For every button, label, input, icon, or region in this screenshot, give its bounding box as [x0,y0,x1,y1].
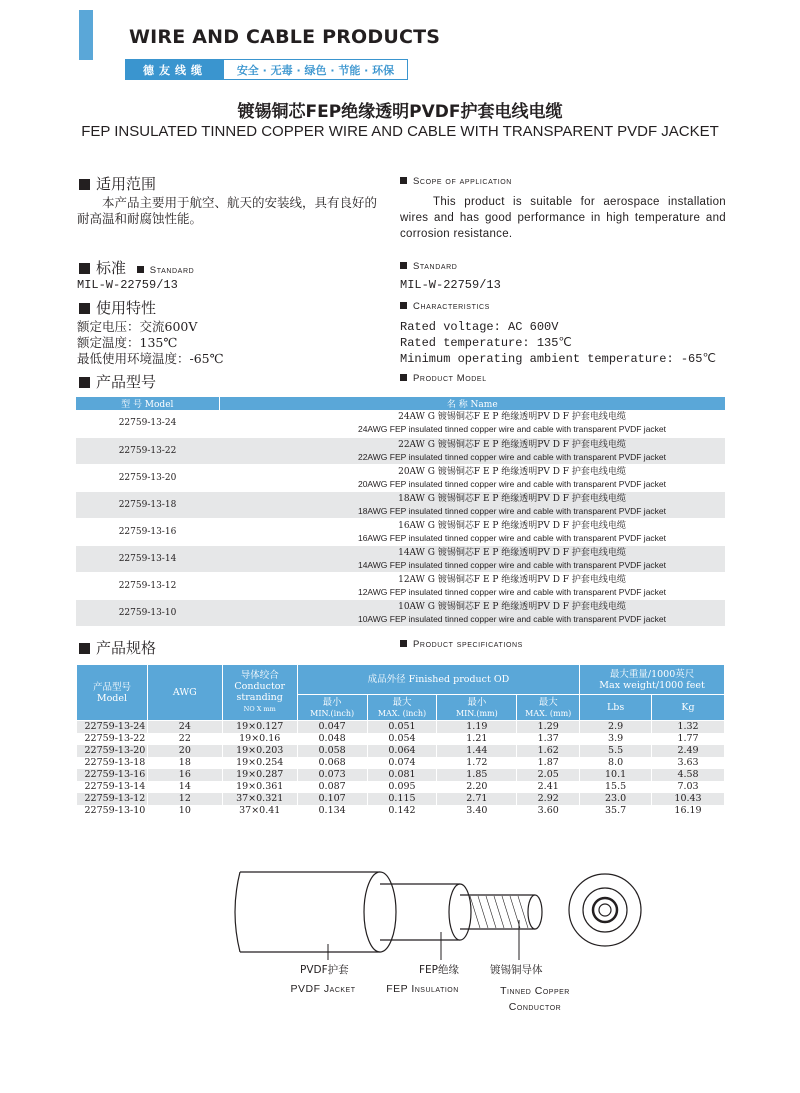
model-cell: 22759-13-20 [118,472,177,483]
spec-header-kg: Kg [652,695,725,721]
standard-heading-cn: 标准 Standard [79,257,194,278]
spec-cell: 1.32 [652,721,725,734]
name-cell: 16AW G 镀锡铜芯F E P 绝缘透明PV D F 护套电线电缆 16AWG FEP insulated tinned copper wire and cable with transparent PVDF jacket [357,520,667,543]
name-column-header: 名 称 Name [219,397,725,410]
table-row [77,793,725,805]
table-row [76,410,725,437]
spec-cell: 0.087 [297,781,367,793]
spec-cell: 20 [147,745,222,757]
table-row [77,721,725,734]
spec-cell: 1.72 [437,757,517,769]
spec-cell: 8.0 [580,757,652,769]
spec-cell: 2.9 [580,721,652,734]
jacket-label-en: PVDF Jacket [290,983,356,995]
spec-cell: 0.054 [367,733,437,745]
spec-header-model: 产品型号 Model [77,665,148,721]
spec-heading-en: Product specifications [400,639,523,650]
model-cell: 22759-13-14 [76,545,219,572]
bullet-square-icon [79,303,90,314]
spec-cell: 16 [147,769,222,781]
bullet-square-icon [79,643,90,654]
insulation-label-en: FEP Insulation [386,983,459,995]
table-row [76,464,725,491]
table-row [77,805,725,817]
name-cell: 24AW G 镀锡铜芯F E P 绝缘透明PV D F 护套电线电缆 24AWG FEP insulated tinned copper wire and cable with transparent PVDF jacket [357,412,667,435]
spec-cell: 22759-13-22 [77,733,148,745]
characteristic-line-en: Minimum operating ambient temperature: -65℃ [400,352,716,366]
spec-cell: 22759-13-12 [77,793,148,805]
brand-name: 德友线缆 [126,60,224,79]
spec-cell: 0.115 [367,793,437,805]
table-row [77,769,725,781]
spec-cell: 1.62 [517,745,580,757]
name-cell: 20AW G 镀锡铜芯F E P 绝缘透明PV D F 护套电线电缆 20AWG FEP insulated tinned copper wire and cable with transparent PVDF jacket [357,466,667,489]
spec-cell: 0.047 [297,721,367,734]
characteristic-line: 额定电压：交流600V [77,319,198,334]
scope-text-en: This product is suitable for aerospace installation wires and has good performance in high temperature and corrosion resistance. [400,196,726,240]
name-cell: 10AW G 镀锡铜芯F E P 绝缘透明PV D F 护套电线电缆 10AWG FEP insulated tinned copper wire and cable with transparent PVDF jacket [219,599,725,626]
spec-cell: 3.60 [517,805,580,817]
spec-cell: 0.142 [367,805,437,817]
spec-header-conductor: 导体绞合 Conductor stranding NO X mm [222,665,297,721]
header-accent-bar [79,10,93,60]
characteristic-line: 额定温度：135℃ [77,335,178,350]
spec-cell: 2.71 [437,793,517,805]
bullet-square-icon [137,266,144,273]
conductor-end-face [528,895,542,929]
model-column-header: 型 号 Model [76,397,219,410]
spec-cell: 22759-13-10 [77,805,148,817]
spec-cell: 10.1 [580,769,652,781]
bullet-square-icon [79,179,90,190]
table-row [76,491,725,518]
brand-strip [125,59,408,80]
spec-cell: 22759-13-20 [77,745,148,757]
model-cell: 22759-13-16 [118,526,177,537]
spec-header-awg: AWG [147,665,222,721]
name-cell: 14AW G 镀锡铜芯F E P 绝缘透明PV D F 护套电线电缆 14AWG FEP insulated tinned copper wire and cable with transparent PVDF jacket [219,545,725,572]
spec-header-min-inch: 最小 MIN.(inch) [297,695,367,721]
spec-cell: 0.107 [297,793,367,805]
spec-cell: 22 [147,733,222,745]
spec-cell: 19×0.254 [222,757,297,769]
spec-cell: 2.49 [652,745,725,757]
spec-cell: 16.19 [652,805,725,817]
model-cell: 22759-13-12 [118,580,177,591]
table-row [77,733,725,745]
catalog-title: WIRE AND CABLE PRODUCTS [129,26,441,48]
scope-heading-en: Scope of application [400,176,512,187]
spec-table [76,664,725,817]
bullet-square-icon [400,640,407,647]
spec-cell: 0.134 [297,805,367,817]
spec-cell: 0.068 [297,757,367,769]
product-title-cn: 镀锡铜芯FEP绝缘透明PVDF护套电线电缆 [237,102,563,122]
scope-text-cn: 本产品主要用于航空、航天的安装线，具有良好的耐高温和耐腐蚀性能。 [77,195,378,226]
spec-cell: 12 [147,793,222,805]
table-row [77,757,725,769]
spec-cell: 10 [147,805,222,817]
spec-header-lbs: Lbs [580,695,652,721]
spec-cell: 1.85 [437,769,517,781]
spec-cell: 0.081 [367,769,437,781]
insulation-label-cn: FEP绝缘 [419,964,460,976]
product-title-en: FEP INSULATED TINNED COPPER WIRE AND CABLE WITH TRANSPARENT PVDF JACKET [81,123,719,140]
cross-section-jacket [569,874,641,946]
standard-value-cn: MIL-W-22759/13 [77,278,178,292]
spec-cell: 1.29 [517,721,580,734]
name-cell: 12AW G 镀锡铜芯F E P 绝缘透明PV D F 护套电线电缆 12AWG FEP insulated tinned copper wire and cable with transparent PVDF jacket [357,574,667,597]
conductor-label-cn: 镀锡铜导体 [490,964,543,976]
name-cell: 22AW G 镀锡铜芯F E P 绝缘透明PV D F 护套电线电缆 22AWG FEP insulated tinned copper wire and cable with transparent PVDF jacket [219,437,725,464]
spec-cell: 4.58 [652,769,725,781]
cross-section [569,874,641,946]
table-row [76,518,725,545]
spec-cell: 1.44 [437,745,517,757]
spec-cell: 5.5 [580,745,652,757]
spec-cell: 0.058 [297,745,367,757]
table-row [76,599,725,626]
insulation-end-face [449,884,471,940]
spec-cell: 24 [147,721,222,734]
jacket-left-end [235,872,240,952]
jacket-label-cn: PVDF护套 [300,964,349,976]
bullet-square-icon [400,177,407,184]
model-table [76,397,725,627]
model-heading-cn: 产品型号 [79,371,156,392]
spec-cell: 1.21 [437,733,517,745]
spec-cell: 19×0.203 [222,745,297,757]
table-row [76,572,725,599]
spec-cell: 22759-13-18 [77,757,148,769]
spec-header-weight: 最大重量/1000英尺 Max weight/1000 feet [580,665,725,695]
conductor-label-en: Tinned Copper Conductor [500,985,570,1013]
standard-heading-en: Standard [400,261,457,272]
characteristics-heading-cn: 使用特性 [79,297,156,318]
spec-cell: 37×0.41 [222,805,297,817]
table-row [77,781,725,793]
name-cell: 18AW G 镀锡铜芯F E P 绝缘透明PV D F 护套电线电缆 18AWG FEP insulated tinned copper wire and cable with transparent PVDF jacket [219,491,725,518]
table-row [77,745,725,757]
spec-cell: 1.87 [517,757,580,769]
spec-header-od: 成品外径 Finished product OD [297,665,579,695]
spec-cell: 35.7 [580,805,652,817]
spec-cell: 18 [147,757,222,769]
scope-heading-cn: 适用范围 [79,173,156,194]
spec-cell: 10.43 [652,793,725,805]
spec-cell: 3.9 [580,733,652,745]
characteristic-line-en: Rated voltage: AC 600V [400,320,559,334]
spec-header-min-mm: 最小 MIN.(mm) [437,695,517,721]
spec-cell: 3.40 [437,805,517,817]
spec-heading-cn: 产品规格 [79,637,156,658]
spec-cell: 2.92 [517,793,580,805]
characteristic-line: 最低使用环境温度：-65℃ [77,351,224,366]
bullet-square-icon [400,374,407,381]
spec-cell: 19×0.127 [222,721,297,734]
spec-cell: 7.03 [652,781,725,793]
model-cell: 22759-13-18 [76,491,219,518]
standard-value-en: MIL-W-22759/13 [400,278,501,292]
spec-cell: 19×0.16 [222,733,297,745]
spec-cell: 22759-13-14 [77,781,148,793]
table-row [76,545,725,572]
model-cell: 22759-13-10 [76,599,219,626]
bullet-square-icon [400,262,407,269]
spec-header-max-inch: 最大 MAX. (inch) [367,695,437,721]
spec-cell: 1.19 [437,721,517,734]
model-cell: 22759-13-22 [76,437,219,464]
spec-cell: 15.5 [580,781,652,793]
spec-header-max-mm: 最大 MAX. (mm) [517,695,580,721]
spec-cell: 3.63 [652,757,725,769]
spec-cell: 2.05 [517,769,580,781]
bullet-square-icon [79,263,90,274]
cross-section-conductor [593,898,617,922]
spec-cell: 2.20 [437,781,517,793]
spec-cell: 0.048 [297,733,367,745]
table-row [76,437,725,464]
cross-section-insulation [583,888,627,932]
spec-cell: 19×0.287 [222,769,297,781]
bullet-square-icon [400,302,407,309]
characteristic-line-en: Rated temperature: 135℃ [400,336,572,350]
spec-cell: 23.0 [580,793,652,805]
model-cell: 22759-13-24 [118,418,177,429]
brand-slogan: 安全 · 无毒 · 绿色 · 节能 · 环保 [236,63,395,77]
spec-cell: 22759-13-16 [77,769,148,781]
spec-cell: 0.051 [367,721,437,734]
bullet-square-icon [79,377,90,388]
model-heading-en: Product Model [400,373,487,384]
spec-cell: 0.095 [367,781,437,793]
spec-cell: 1.77 [652,733,725,745]
spec-cell: 0.073 [297,769,367,781]
spec-cell: 22759-13-24 [77,721,148,734]
spec-cell: 19×0.361 [222,781,297,793]
spec-cell: 0.064 [367,745,437,757]
spec-cell: 1.37 [517,733,580,745]
spec-cell: 14 [147,781,222,793]
spec-cell: 2.41 [517,781,580,793]
spec-cell: 37×0.321 [222,793,297,805]
cable-diagram [230,862,650,972]
spec-cell: 0.074 [367,757,437,769]
cross-section-core [599,904,611,916]
characteristics-heading-en: Characteristics [400,301,490,312]
